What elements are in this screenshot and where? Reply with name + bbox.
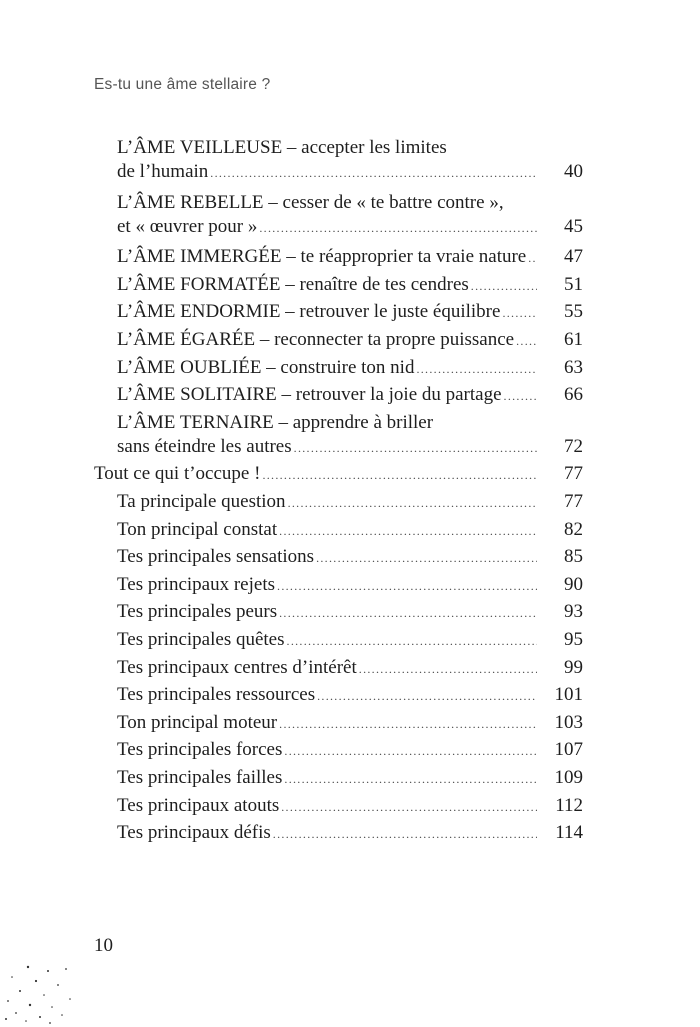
dot-leader	[294, 436, 537, 460]
page-number: 10	[94, 935, 113, 956]
toc-entry[interactable]	[117, 794, 583, 819]
entry-page-number: 101	[554, 684, 583, 706]
entry-title: Tes principales forces	[117, 739, 283, 761]
entry-page-number: 95	[564, 629, 583, 650]
entry-page-number: 61	[564, 329, 583, 350]
star-dots-decoration	[0, 955, 90, 1027]
toc-entry[interactable]	[117, 245, 583, 270]
toc-entry[interactable]	[117, 766, 583, 791]
entry-title: Tout ce qui t’occupe !	[94, 463, 261, 484]
dot-leader	[288, 491, 537, 515]
dot-leader	[284, 767, 537, 791]
entry-page-number: 114	[555, 822, 583, 844]
entry-title: Tes principales quêtes	[117, 629, 285, 650]
entry-page-number: 63	[564, 356, 583, 378]
entry-title: et « œuvrer pour »	[117, 215, 258, 237]
entry-title: Tes principaux défis	[117, 822, 271, 844]
entry-title: Ton principal constat	[117, 518, 278, 540]
toc-entry[interactable]	[117, 573, 583, 598]
toc-entry[interactable]	[117, 383, 583, 408]
toc-entry[interactable]	[117, 628, 583, 653]
dot-leader	[317, 684, 537, 708]
entry-page-number: 109	[554, 767, 583, 788]
entry-title: L’ÂME ÉGARÉE – reconnecter ta propre puissance	[117, 329, 515, 350]
entry-page-number: 45	[564, 215, 583, 237]
dot-leader	[528, 246, 537, 270]
entry-title: L’ÂME SOLITAIRE – retrouver la joie du partage	[117, 384, 502, 406]
entry-page-number: 47	[564, 246, 583, 268]
toc-entry[interactable]	[117, 545, 583, 570]
dot-leader	[516, 329, 537, 353]
dot-leader	[259, 216, 537, 240]
entry-title: Tes principaux rejets	[117, 573, 276, 595]
dot-leader	[359, 657, 537, 681]
dot-leader	[273, 822, 537, 846]
toc-entry[interactable]	[117, 738, 583, 763]
dot-leader	[210, 161, 537, 185]
entry-title: Tes principaux centres d’intérêt	[117, 656, 357, 678]
toc-entry[interactable]	[117, 600, 583, 625]
entry-title-line: L’ÂME TERNAIRE – apprendre à briller	[117, 411, 434, 433]
toc-entry[interactable]	[117, 411, 583, 460]
entry-page-number: 99	[564, 656, 583, 678]
entry-title-line: L’ÂME VEILLEUSE – accepter les limites	[117, 137, 447, 158]
dot-leader	[284, 739, 537, 763]
dot-leader	[279, 519, 537, 543]
entry-page-number: 103	[554, 711, 583, 733]
dot-leader	[281, 795, 537, 819]
entry-page-number: 107	[554, 739, 583, 761]
toc-entry[interactable]	[117, 711, 583, 736]
dot-leader	[504, 384, 537, 408]
entry-page-number: 51	[564, 273, 583, 295]
toc-entry[interactable]	[117, 683, 583, 708]
toc-entry[interactable]	[117, 191, 583, 240]
dot-leader	[279, 601, 537, 625]
entry-page-number: 55	[564, 301, 583, 323]
toc-entry[interactable]	[117, 300, 583, 325]
entry-title: L’ÂME ENDORMIE – retrouver le juste équilibre	[117, 301, 501, 323]
toc-entry[interactable]	[117, 518, 583, 543]
toc-entry[interactable]	[117, 656, 583, 681]
entry-title: Tes principales ressources	[117, 684, 316, 706]
entry-title: de l’humain	[117, 161, 209, 182]
entry-page-number: 93	[564, 601, 583, 623]
running-head: Es-tu une âme stellaire ?	[94, 76, 271, 93]
entry-title: L’ÂME IMMERGÉE – te réapproprier ta vraie nature	[117, 246, 527, 268]
entry-page-number: 77	[564, 491, 583, 512]
dot-leader	[416, 357, 537, 381]
dot-leader	[287, 629, 537, 653]
toc-entry[interactable]	[117, 136, 583, 185]
entry-title: Tes principaux atouts	[117, 794, 280, 816]
entry-page-number: 90	[564, 573, 583, 595]
toc-entry[interactable]	[117, 490, 583, 515]
entry-title: Tes principales peurs	[117, 601, 278, 623]
entry-page-number: 82	[564, 518, 583, 540]
entry-title: L’ÂME FORMATÉE – renaître de tes cendres	[117, 273, 469, 295]
entry-page-number: 40	[564, 161, 583, 182]
entry-page-number: 85	[564, 546, 583, 568]
entry-title: Ta principale question	[117, 491, 286, 512]
dot-leader	[502, 301, 537, 325]
dot-leader	[262, 463, 537, 487]
entry-title: L’ÂME OUBLIÉE – construire ton nid	[117, 356, 415, 378]
dot-leader	[471, 274, 537, 298]
toc-entry[interactable]	[117, 273, 583, 298]
entry-page-number: 66	[564, 384, 583, 406]
entry-page-number: 77	[564, 463, 583, 484]
toc-entry[interactable]	[117, 356, 583, 381]
entry-title-line: L’ÂME REBELLE – cesser de « te battre contre »,	[117, 191, 504, 213]
toc-entry[interactable]	[117, 821, 583, 846]
toc-main-entry[interactable]	[94, 462, 583, 487]
entry-page-number: 72	[564, 435, 583, 457]
dot-leader	[277, 574, 537, 598]
entry-page-number: 112	[555, 794, 583, 816]
toc-entry[interactable]	[117, 328, 583, 353]
entry-title: Ton principal moteur	[117, 711, 278, 733]
entry-title: Tes principales failles	[117, 767, 283, 788]
entry-title: Tes principales sensations	[117, 546, 315, 568]
entry-title: sans éteindre les autres	[117, 435, 292, 457]
dot-leader	[279, 712, 537, 736]
dot-leader	[316, 546, 537, 570]
